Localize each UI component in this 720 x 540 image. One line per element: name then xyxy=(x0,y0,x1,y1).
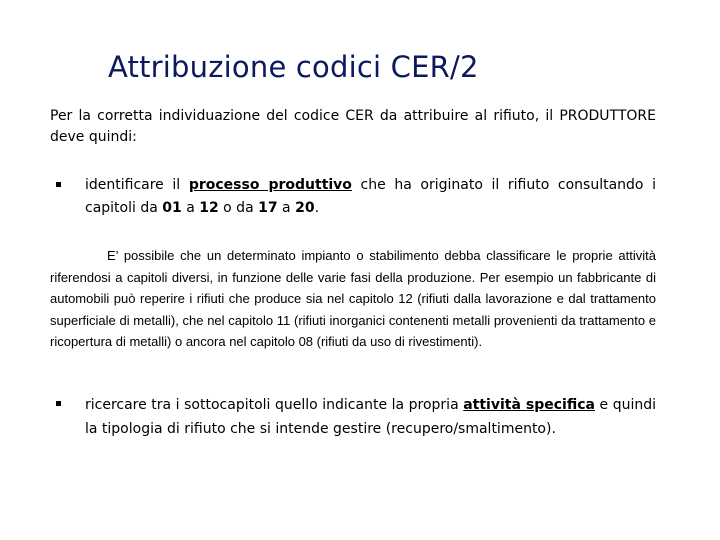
chapter-number: 12 xyxy=(199,200,219,216)
bullet-text-segment: e quindi la tipologia di rifiuto che si intende gestire (recupero/smaltimento). xyxy=(85,397,656,437)
emphasis-attivita-specifica: attività specifica xyxy=(463,397,595,413)
example-paragraph: E’ possibile che un determinato impianto o stabilimento debba classificare le proprie attività riferendosi a capitoli diversi, in funzione delle varie fasi della produzione. Per esempio un fabbricante di automobili può reperire i rifiuti che produce sia nel capitolo 12 (rifiuti dalla lavorazione e dal trattamento superficiale di metalli), che nel capitolo 11 (rifiuti inorganici contenenti metalli provenienti da trattamento e ricopertura di metalli) o ancora nel capitolo 08 (rifiuti da uso di rivestimenti). xyxy=(50,248,656,349)
bullet-text-segment: o da xyxy=(218,200,259,216)
bullet-text-search xyxy=(85,393,656,441)
bullet-text-segment: a xyxy=(277,200,296,216)
bullet-item-search xyxy=(56,393,656,441)
slide-title: Attribuzione codici CER/2 xyxy=(108,50,479,84)
bullet-text-segment: identificare il xyxy=(85,177,189,193)
bullet-text-segment: ricercare tra i sottocapitoli quello indicante la propria xyxy=(85,397,464,413)
square-bullet-icon xyxy=(56,401,61,406)
chapter-number: 17 xyxy=(258,200,278,216)
chapter-number: 20 xyxy=(295,200,315,216)
bullet-text-segment: . xyxy=(314,200,320,216)
chapter-number: 01 xyxy=(162,200,182,216)
bullet-item-identify xyxy=(56,174,656,220)
intro-text: Per la corretta individuazione del codice CER da attribuire al rifiuto, il PRODUTTORE deve quindi: xyxy=(50,108,656,145)
emphasis-processo-produttivo: processo produttivo xyxy=(188,177,352,193)
bullet-text-segment: che ha originato il rifiuto consultando i capitoli da xyxy=(85,177,656,216)
bullet-text-identify xyxy=(85,174,656,220)
bullet-text-segment: a xyxy=(181,200,200,216)
square-bullet-icon xyxy=(56,182,61,187)
